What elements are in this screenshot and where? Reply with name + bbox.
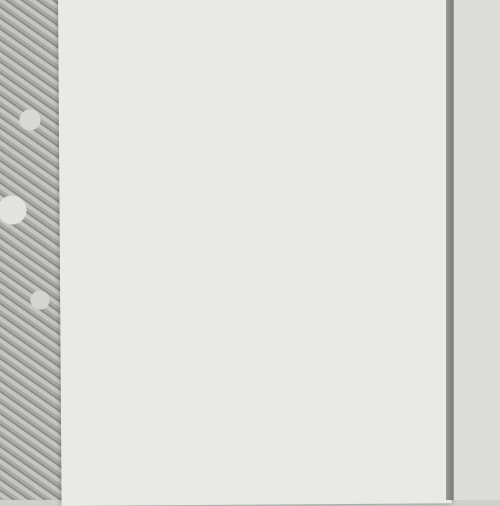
toc-page-left <box>58 0 452 506</box>
toc-page-right <box>453 0 500 500</box>
